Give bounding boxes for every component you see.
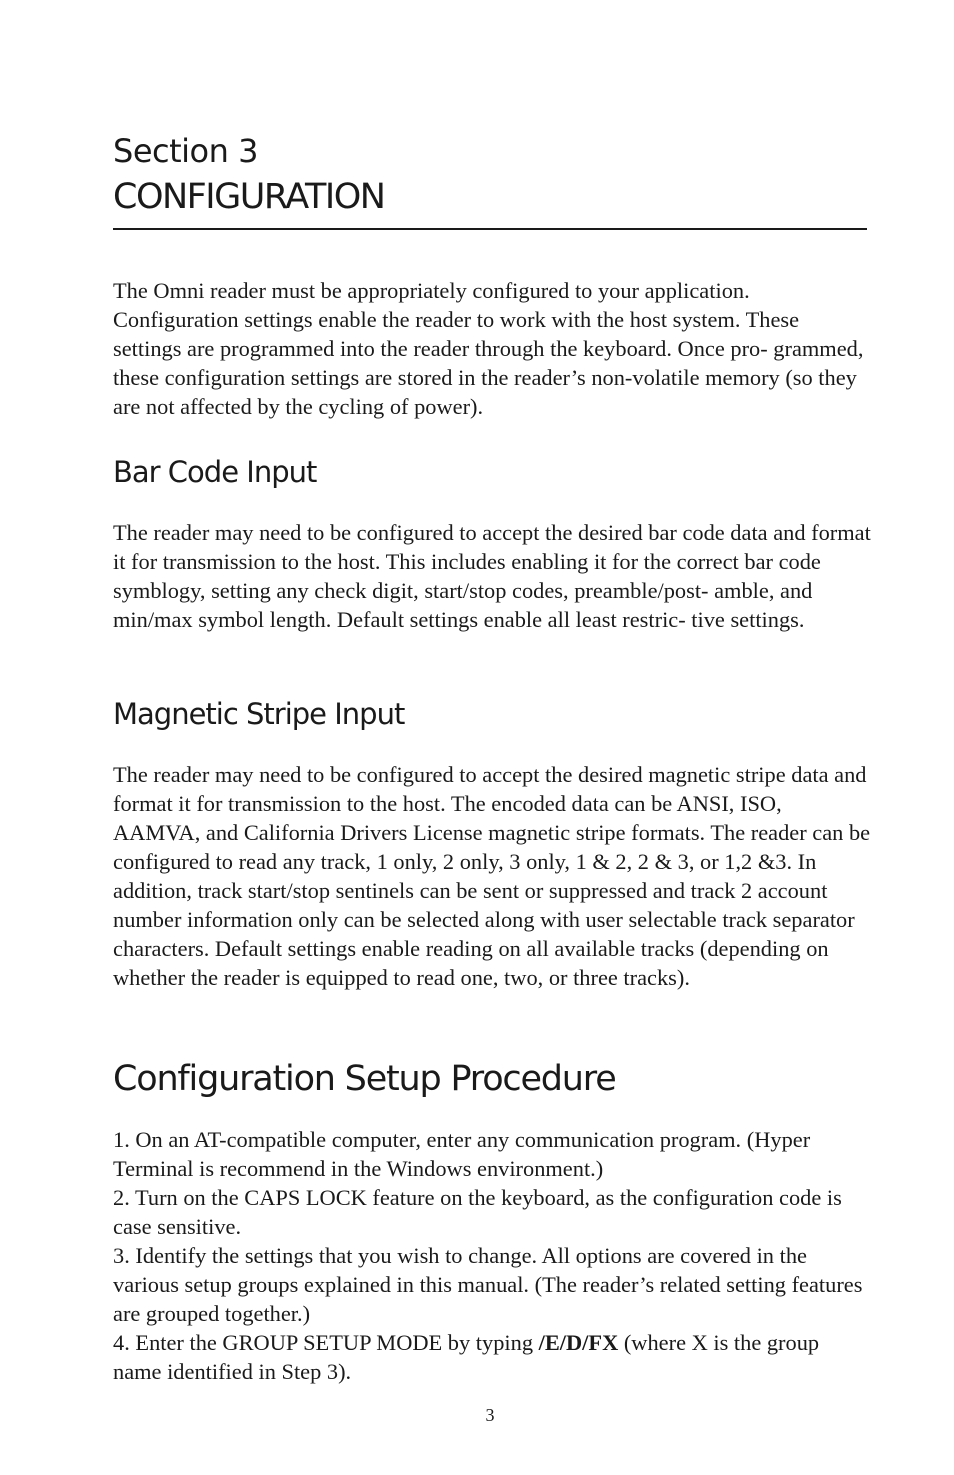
bar-code-heading: Bar Code Input bbox=[113, 455, 317, 489]
setup-step: 1. On an AT-compatible computer, enter any communication program. (Hyper Terminal is recommend in the Windows environment.) bbox=[113, 1127, 811, 1181]
page-number: 3 bbox=[485, 1405, 495, 1425]
setup-procedure-heading: Configuration Setup Procedure bbox=[113, 1059, 616, 1099]
setup-steps-list bbox=[113, 1125, 873, 1386]
intro-paragraph: The Omni reader must be appropriately configured to your application. Configuration settings enable the reader to work with the host system. These settings are programmed into the reader through the keyboard. Once pro- grammed, these configuration settings are stored in the reader’s non-volatile memory (so they are not affected by the cycling of power). bbox=[113, 278, 864, 419]
section-title: CONFIGURATION bbox=[113, 177, 385, 217]
setup-mode-code: /E/D/FX bbox=[538, 1330, 619, 1355]
step-text: (where X is the group name identified in Step 3). bbox=[113, 1330, 820, 1384]
document-page bbox=[113, 0, 869, 1475]
setup-step bbox=[113, 1328, 873, 1386]
section-label: Section 3 bbox=[113, 132, 258, 170]
title-divider bbox=[113, 228, 867, 230]
magnetic-stripe-paragraph: The reader may need to be configured to accept the desired magnetic stripe data and format it for transmission to the host. The encoded data can be ANSI, ISO, AAMVA, and California Drivers License magnetic stripe formats. The reader can be configured to read any track, 1 only, 2 only, 3 only, 1 & 2, 2 & 3, or 1,2 &3. In addition, track start/stop sentinels can be sent or suppressed and track 2 account number information only can be selected along with user selectable track separator characters. Default settings enable reading on all available tracks (depending on whether the reader is equipped to read one, two, or three tracks). bbox=[113, 762, 871, 990]
step-text: 4. Enter the GROUP SETUP MODE by typing bbox=[113, 1330, 539, 1355]
magnetic-stripe-heading: Magnetic Stripe Input bbox=[113, 697, 405, 731]
setup-step: 2. Turn on the CAPS LOCK feature on the keyboard, as the configuration code is case sensitive. bbox=[113, 1185, 842, 1239]
setup-step: 3. Identify the settings that you wish to change. All options are covered in the various setup groups explained in this manual. (The reader’s related setting features are grouped together.) bbox=[113, 1243, 863, 1326]
bar-code-paragraph: The reader may need to be configured to accept the desired bar code data and format it for transmission to the host. This includes enabling it for the correct bar code symblogy, setting any check digit, start/stop codes, preamble/post- amble, and min/max symbol length. Default settings enable all least restric- tive settings. bbox=[113, 520, 871, 632]
